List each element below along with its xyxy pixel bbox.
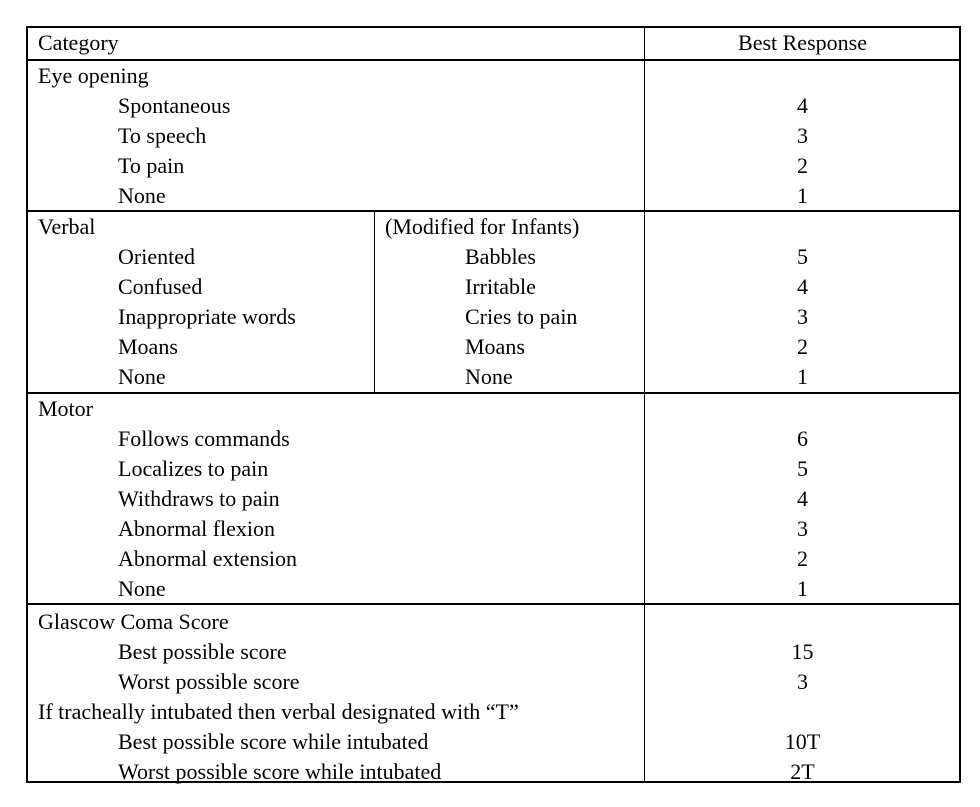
coma-score-title: Glascow Coma Score bbox=[38, 609, 229, 634]
intubated-note: If tracheally intubated then verbal designated with “T” bbox=[38, 699, 519, 724]
table-row bbox=[28, 91, 959, 121]
verbal-section bbox=[28, 210, 959, 392]
score-value: 6 bbox=[797, 426, 808, 451]
score-value: 5 bbox=[797, 456, 808, 481]
table-row bbox=[28, 242, 959, 272]
response-label: None bbox=[118, 183, 166, 208]
table-row bbox=[28, 514, 959, 544]
section-title-row bbox=[28, 61, 959, 91]
response-label: Withdraws to pain bbox=[118, 486, 280, 511]
table-row bbox=[28, 574, 959, 604]
score-value: 3 bbox=[797, 516, 808, 541]
response-label: Localizes to pain bbox=[118, 456, 269, 481]
score-value: 2T bbox=[790, 759, 815, 784]
score-value: 4 bbox=[797, 486, 808, 511]
score-value: 10T bbox=[784, 729, 821, 754]
table-row bbox=[28, 454, 959, 484]
response-label: Confused bbox=[118, 274, 203, 299]
header-row bbox=[28, 28, 959, 58]
response-label: Oriented bbox=[118, 244, 195, 269]
section-title-row bbox=[28, 212, 959, 242]
score-value: 1 bbox=[797, 364, 808, 389]
table-row bbox=[28, 302, 959, 332]
table-row bbox=[28, 544, 959, 574]
verbal-title: Verbal bbox=[38, 214, 96, 239]
response-label: Follows commands bbox=[118, 426, 290, 451]
table-row bbox=[28, 151, 959, 181]
score-value: 1 bbox=[797, 183, 808, 208]
eye-opening-title: Eye opening bbox=[38, 63, 149, 88]
score-value: 1 bbox=[797, 576, 808, 601]
infant-response-label: Irritable bbox=[465, 274, 536, 299]
response-label: Worst possible score bbox=[118, 669, 300, 694]
best-response-header: Best Response bbox=[738, 30, 867, 55]
response-label: None bbox=[118, 576, 166, 601]
table-row bbox=[28, 121, 959, 151]
response-label: To speech bbox=[118, 123, 207, 148]
infant-response-label: Cries to pain bbox=[465, 304, 578, 329]
section-title-row bbox=[28, 394, 959, 424]
score-value: 3 bbox=[797, 304, 808, 329]
section-title-row bbox=[28, 607, 959, 637]
response-label: Worst possible score while intubated bbox=[118, 759, 442, 784]
score-value: 2 bbox=[797, 334, 808, 359]
infant-modified-title: (Modified for Infants) bbox=[385, 214, 580, 239]
table-row bbox=[28, 727, 959, 757]
response-label: Best possible score bbox=[118, 639, 287, 664]
score-value: 5 bbox=[797, 244, 808, 269]
response-label: Abnormal extension bbox=[118, 546, 298, 571]
table-row bbox=[28, 667, 959, 697]
score-value: 2 bbox=[797, 153, 808, 178]
glasgow-coma-scale-table bbox=[26, 26, 961, 783]
table-row bbox=[28, 484, 959, 514]
table-row bbox=[28, 362, 959, 392]
score-value: 3 bbox=[797, 669, 808, 694]
response-label: Best possible score while intubated bbox=[118, 729, 429, 754]
response-label: None bbox=[118, 364, 166, 389]
score-value: 3 bbox=[797, 123, 808, 148]
response-label: Abnormal flexion bbox=[118, 516, 276, 541]
score-value: 4 bbox=[797, 93, 808, 118]
motor-section bbox=[28, 392, 959, 603]
response-label: To pain bbox=[118, 153, 185, 178]
score-value: 4 bbox=[797, 274, 808, 299]
infant-response-label: Moans bbox=[465, 334, 525, 359]
response-label: Moans bbox=[118, 334, 178, 359]
response-label: Spontaneous bbox=[118, 93, 231, 118]
table-row bbox=[28, 757, 959, 787]
table-row bbox=[28, 697, 959, 727]
table-row bbox=[28, 424, 959, 454]
infant-response-label: None bbox=[465, 364, 513, 389]
table-row bbox=[28, 637, 959, 667]
coma-score-section bbox=[28, 603, 959, 784]
table-row bbox=[28, 332, 959, 362]
score-value: 2 bbox=[797, 546, 808, 571]
table-row bbox=[28, 181, 959, 211]
header-section bbox=[28, 28, 959, 59]
motor-title: Motor bbox=[38, 396, 93, 421]
infant-response-label: Babbles bbox=[465, 244, 536, 269]
response-label: Inappropriate words bbox=[118, 304, 296, 329]
table-row bbox=[28, 272, 959, 302]
eye-opening-section bbox=[28, 59, 959, 210]
category-header: Category bbox=[38, 30, 119, 55]
score-value: 15 bbox=[791, 639, 814, 664]
